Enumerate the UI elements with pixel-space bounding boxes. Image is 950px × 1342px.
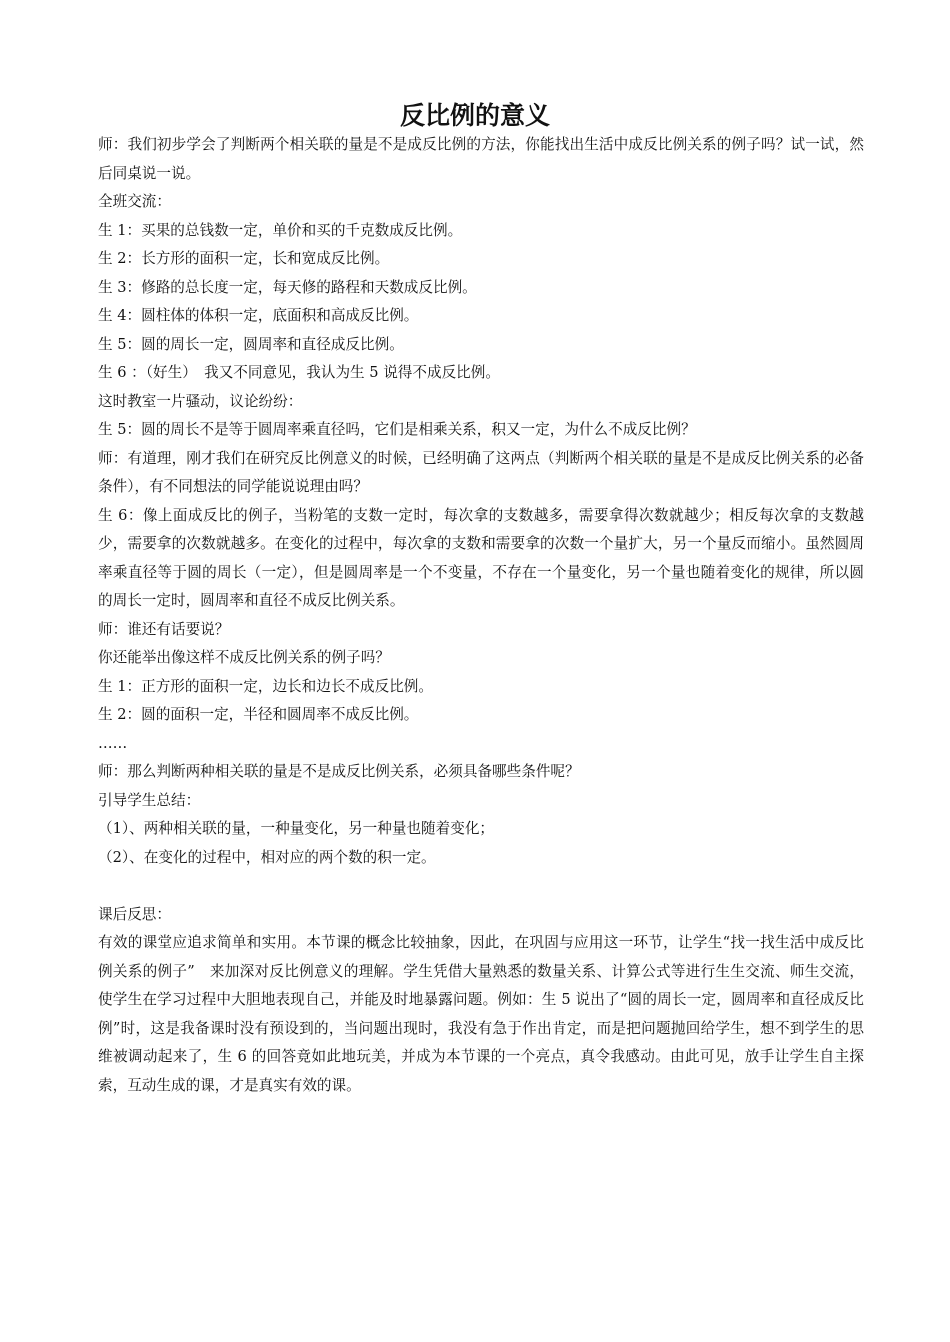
paragraph: 生 4：圆柱体的体积一定，底面积和高成反比例。: [98, 307, 419, 324]
section-gap: [98, 872, 864, 901]
paragraph: 生 3：修路的总长度一定，每天修的路程和天数成反比例。: [98, 278, 477, 296]
reflection-heading: 课后反思：: [98, 905, 171, 923]
paragraph: 生 5：圆的周长不是等于圆周率乘直径吗，它们是相乘关系，积又一定，为什么不成反比例？: [98, 421, 696, 438]
document-title: 反比例的意义: [399, 101, 550, 130]
paragraph: 生 1：正方形的面积一定，边长和边长不成反比例。: [98, 677, 433, 695]
summary-point: （2）、在变化的过程中，相对应的两个数的积一定。: [98, 848, 436, 866]
paragraph: 全班交流：: [98, 193, 171, 210]
paragraph: 生 6 ：（好生） 我又不同意见，我认为生 5 说得不成反比例。: [98, 364, 500, 381]
paragraph: 生 5：圆的周长一定，圆周率和直径成反比例。: [98, 335, 404, 353]
ellipsis-line: ……: [98, 734, 128, 752]
document-body: [98, 131, 864, 1100]
paragraph: 生 6：像上面成反比的例子，当粉笔的支数一定时，每次拿的支数越多，需要拿得次数就越少；相反每次拿的支数越少，需要拿的次数就越多。在变化的过程中，每次拿的支数和需要拿的次数一个量扩大，另一个量反而缩小。虽然圆周率乘直径等于圆的周长（一定），但是圆周率是一个不变量，不存在一个量变化，另一个量也随着变化的规律，所以圆的周长一定时，圆周率和直径不成反比例关系。: [98, 506, 864, 609]
summary-point: （1）、两种相关联的量，一种量变化，另一种量也随着变化；: [98, 820, 495, 837]
paragraph: 你还能举出像这样不成反比例关系的例子吗？: [98, 649, 390, 666]
paragraph: 师：谁还有话要说？: [98, 620, 230, 638]
paragraph: 师：那么判断两种相关联的量是不是成反比例关系，必须具备哪些条件呢？: [98, 763, 580, 780]
paragraph: 生 1：买果的总钱数一定，单价和买的千克数成反比例。: [98, 221, 463, 239]
paragraph: 生 2：圆的面积一定，半径和圆周率不成反比例。: [98, 706, 419, 723]
paragraph: 引导学生总结：: [98, 791, 201, 809]
reflection-text: 有效的课堂应追求简单和实用。本节课的概念比较抽象，因此，在巩固与应用这一环节，让学生“找一找生活中成反比例关系的例子” 来加深对反比例意义的理解。学生凭借大量熟悉的数量关系、计算公式等进行生生交流、师生交流，使学生在学习过程中大胆地表现自己，并能及时地暴露问题。例如：生 5 说出了“圆的周长一定，圆周率和直径成反比例”时，这是我备课时没有预设到的，当问题出现时，我没有急于作出肯定，而是把问题抛回给学生，想不到学生的思维被调动起来了，生 6 的回答竟如此地玩美，并成为本节课的一个亮点，真令我感动。由此可见，放手让学生自主探索，互动生成的课，才是真实有效的课。: [98, 934, 864, 1094]
paragraph: 师：有道理，刚才我们在研究反比例意义的时候，已经明确了这两点（判断两个相关联的量是不是成反比例关系的必备条件），有不同想法的同学能说说理由吗？: [98, 449, 864, 495]
paragraph: 这时教室一片骚动，议论纷纷：: [98, 392, 303, 410]
paragraph: 师：我们初步学会了判断两个相关联的量是不是成反比例的方法，你能找出生活中成反比例关系的例子吗？试一试，然后同桌说一说。: [98, 136, 864, 182]
paragraph: 生 2：长方形的面积一定，长和宽成反比例。: [98, 250, 390, 267]
